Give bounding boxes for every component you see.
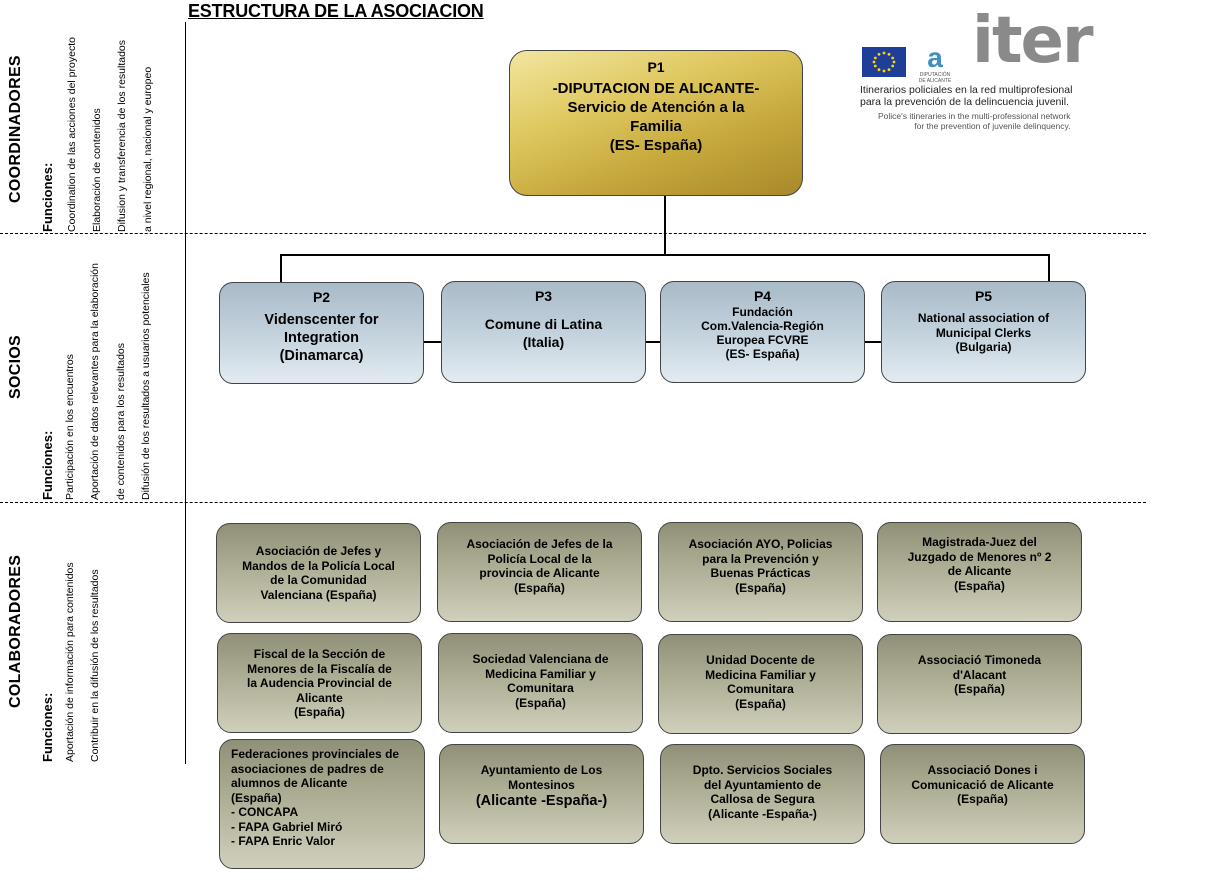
node-line: Callosa de Segura (710, 792, 815, 806)
node-line: Ayuntamiento de Los (480, 763, 603, 777)
node-line: (Bulgaria) (955, 340, 1012, 354)
node-line: -DIPUTACION DE ALICANTE- (552, 80, 760, 97)
node-line: Asociación de Jefes y (255, 544, 382, 558)
section-label-colaboradores: COLABORADORES (7, 554, 24, 708)
node-line: de la Comunidad (270, 573, 367, 587)
logo-tagline-line: Police's itineraries in the multi-professional network (878, 111, 1071, 121)
node-line: Asociación de Jefes de la (466, 537, 613, 551)
section-label-coordinadores: COORDINADORES (7, 55, 24, 203)
partner-node-p5 (881, 281, 1086, 383)
node-line: Federaciones provinciales de (231, 747, 400, 761)
connector-p1-down (664, 196, 666, 255)
node-line: Comunitara (507, 681, 574, 695)
node-line: - FAPA Gabriel Miró (231, 819, 343, 834)
logo-tagline-en (878, 111, 1070, 131)
node-line: de Alicante (947, 564, 1012, 578)
function-item: Aportación de datos relevantes para la elaboración (89, 263, 101, 500)
node-line: Unidad Docente de (706, 653, 815, 667)
diputacion-logo (916, 44, 954, 82)
node-line: Europea FCVRE (716, 333, 809, 347)
collaborator-node (217, 633, 422, 733)
logo-tagline-es (860, 84, 1072, 108)
node-line: para la Prevención y (702, 551, 819, 566)
node-line: d'Alacant (952, 667, 1007, 682)
node-line: Menores de la Fiscalía de (247, 661, 392, 676)
node-line: del Ayuntamiento de (703, 777, 822, 792)
function-item: a nivel regional, nacional y europeo (142, 66, 154, 232)
node-line: (España) (735, 580, 786, 595)
connector-p2 (280, 254, 282, 283)
node-line: provincia de Alicante (479, 566, 600, 580)
node-line: - CONCAPA (231, 805, 299, 819)
connector-horizontal (280, 254, 1050, 256)
node-line: (Alicante -España-) (475, 793, 608, 809)
node-line: Associació Dones i (927, 763, 1038, 777)
diputacion-logo-mark: a (927, 42, 943, 73)
node-line: Videnscenter for (264, 312, 379, 328)
collaborator-node (438, 633, 643, 733)
node-line: Integration (284, 330, 359, 346)
node-line: (Alicante -España-) (708, 806, 817, 821)
node-line: Familia (630, 118, 682, 135)
node-line: Mandos de la Policía Local (242, 558, 395, 573)
node-line: Valenciana (España) (260, 587, 377, 602)
node-line: (Dinamarca) (279, 348, 364, 364)
node-line: Comune di Latina (484, 316, 603, 332)
logo-tagline-line: para la prevención de la delincuencia juvenil. (860, 96, 1069, 108)
node-line: (ES- España) (609, 137, 703, 154)
node-line: (ES- España) (725, 347, 800, 361)
function-item: de contenidos para los resultados (115, 342, 127, 500)
node-line: Policía Local de la (487, 551, 592, 566)
collaborator-node (877, 634, 1082, 734)
node-line: (España) (294, 705, 345, 719)
node-line: Medicina Familiar y (485, 666, 596, 681)
node-id: P5 (974, 288, 993, 304)
node-line: Fundación (732, 305, 793, 319)
node-line: alumnos de Alicante (231, 776, 348, 790)
node-line: - FAPA Enric Valor (231, 834, 336, 848)
function-item: Contribuir en la difusión de los resultados (89, 569, 101, 762)
node-line: (España) (514, 580, 565, 595)
function-item: Difusión de los resultados a usuarios potenciales (140, 272, 152, 500)
node-line: Comunicació de Alicante (911, 777, 1054, 792)
section-divider-2 (0, 502, 1146, 503)
sidebar-divider (185, 22, 186, 764)
partner-node-p3 (441, 281, 646, 383)
collaborator-node (439, 744, 644, 844)
function-item: Difusion y transferencia de los resultados (116, 39, 128, 232)
node-line: Comunitara (727, 682, 794, 696)
node-id: P4 (753, 288, 772, 304)
node-line: (España) (954, 682, 1005, 696)
node-line: Servicio de Atención a la (567, 99, 745, 116)
functions-header-coordinadores: Funciones: (40, 162, 55, 232)
node-line: Alicante (296, 690, 343, 705)
function-item: Aportación de información para contenidos (64, 562, 76, 762)
logo-tagline-line: for the prevention of juvenile delinquency. (914, 121, 1071, 131)
collaborator-node (880, 744, 1085, 844)
functions-header-socios: Funciones: (40, 430, 55, 500)
node-line: Medicina Familiar y (705, 667, 816, 682)
collaborator-node (877, 522, 1082, 622)
node-line: Buenas Prácticas (710, 566, 811, 580)
partner-node-p4 (660, 281, 865, 383)
function-item: Elaboración de contenidos (91, 108, 103, 232)
node-line: Dpto. Servicios Sociales (692, 763, 833, 777)
partner-node-p2 (219, 282, 424, 384)
functions-header-colaboradores: Funciones: (40, 692, 55, 762)
section-label-socios: SOCIOS (7, 334, 24, 399)
node-line: (España) (957, 792, 1008, 806)
node-line: (España) (231, 790, 282, 805)
eu-flag-icon (862, 47, 906, 77)
node-line: Fiscal de la Sección de (253, 647, 386, 661)
collaborator-node (660, 744, 865, 844)
node-line: (Italia) (522, 334, 565, 350)
node-line: la Audencia Provincial de (247, 676, 392, 690)
collaborator-node (658, 634, 863, 734)
iter-logo: iter (972, 4, 1092, 78)
section-divider-1 (0, 233, 1146, 234)
node-line: (España) (515, 695, 566, 710)
collaborator-node (658, 522, 863, 622)
node-line: (España) (735, 696, 786, 711)
collaborator-node (216, 523, 421, 623)
coordinator-node (509, 50, 803, 196)
logos-area (858, 4, 1148, 135)
logo-tagline-line: Itinerarios policiales en la red multiprofesional (860, 84, 1073, 96)
page-title: ESTRUCTURA DE LA ASOCIACION (188, 1, 484, 21)
function-item: Participación en los encuentros (64, 354, 76, 500)
collaborator-node (437, 522, 642, 622)
node-line: asociaciones de padres de (231, 761, 384, 776)
node-id: P1 (647, 59, 665, 75)
node-line: Associació Timoneda (917, 653, 1042, 667)
node-line: Municipal Clerks (935, 325, 1032, 340)
node-line: (España) (954, 578, 1005, 593)
node-line: Com.Valencia-Región (701, 319, 824, 333)
node-id: P2 (312, 289, 331, 305)
node-line: Asociación AYO, Policias (688, 537, 833, 551)
collaborator-node (219, 739, 425, 869)
function-item: Coordination de las acciones del proyecto (66, 37, 78, 232)
diputacion-logo-text: DIPUTACIÓN DE ALICANTE (918, 72, 952, 84)
node-id: P3 (534, 288, 553, 304)
connector-p5 (1048, 254, 1050, 283)
node-line: Montesinos (508, 777, 575, 792)
node-line: Juzgado de Menores nº 2 (907, 549, 1052, 564)
node-line: Sociedad Valenciana de (472, 652, 609, 666)
node-line: Magistrada-Juez del (922, 535, 1037, 549)
node-line: National association of (917, 311, 1050, 325)
